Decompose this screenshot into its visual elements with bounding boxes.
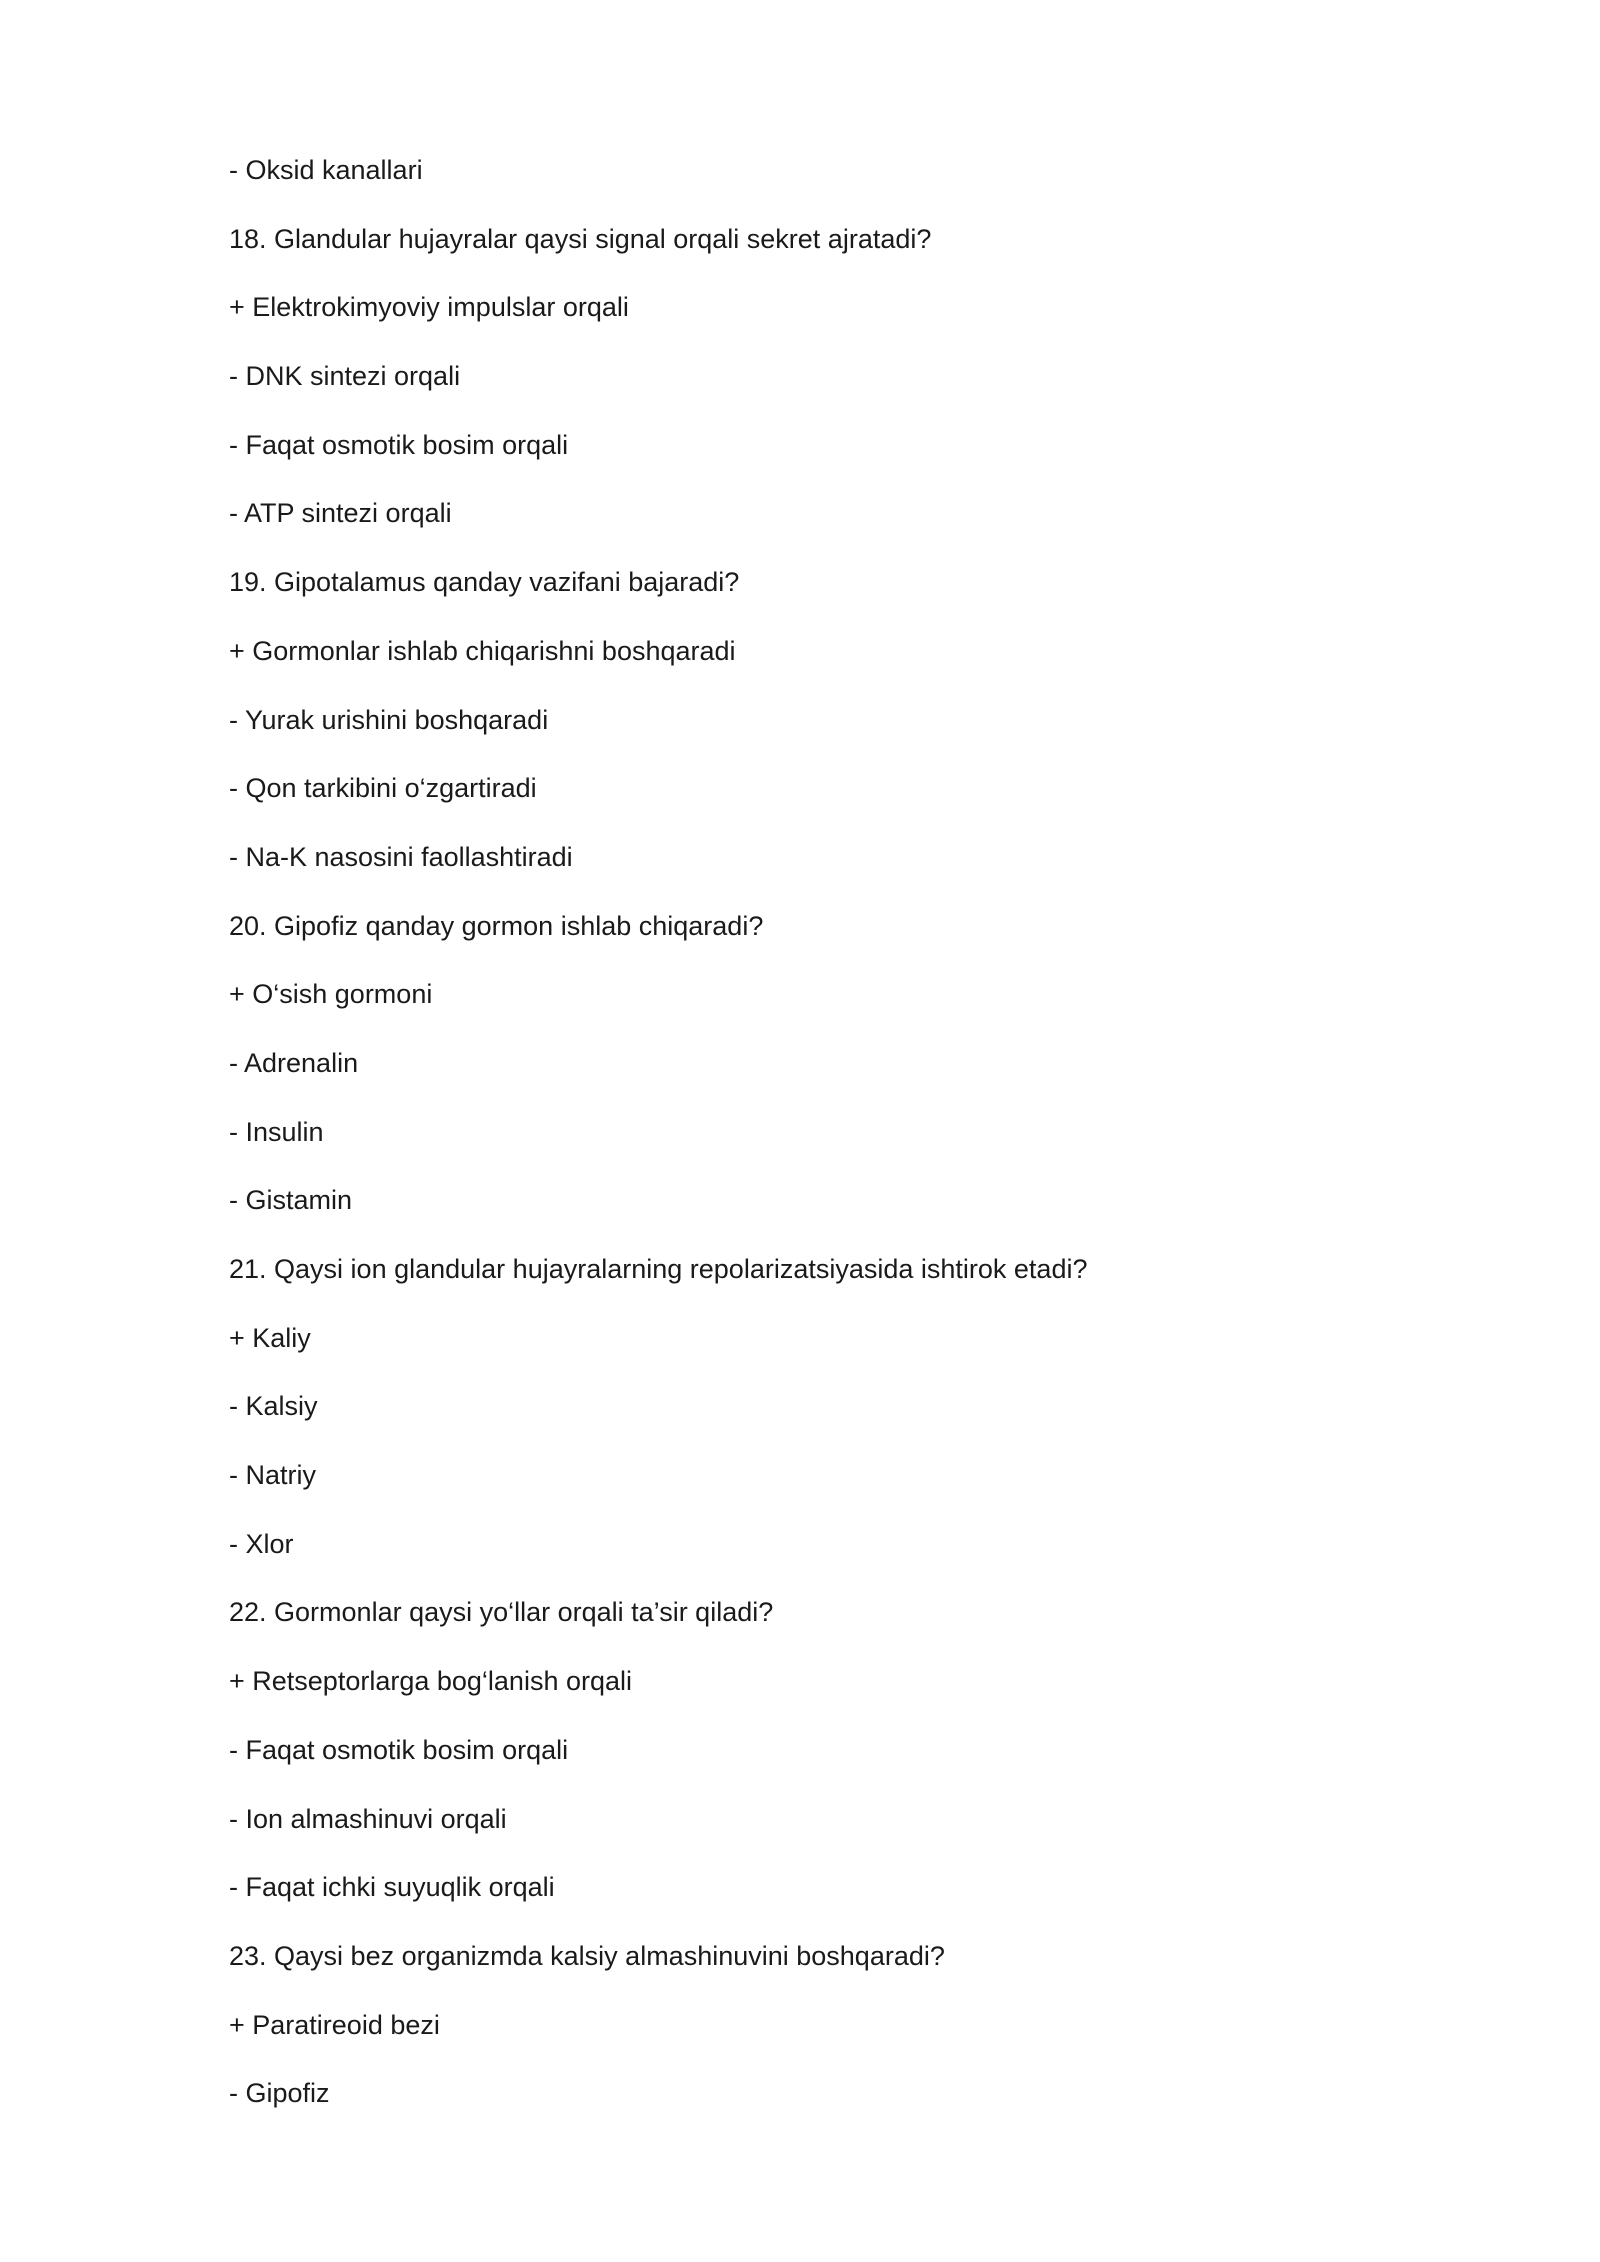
question-21: 21. Qaysi ion glandular hujayralarning repolarizatsiyasida ishtirok etadi? xyxy=(229,1254,1088,1284)
question-23: 23. Qaysi bez organizmda kalsiy almashinuvini boshqaradi? xyxy=(229,1940,945,1971)
answer-option: - Ion almashinuvi orqali xyxy=(229,1803,507,1834)
answer-option-correct: + Gormonlar ishlab chiqarishni boshqaradi xyxy=(229,635,736,666)
answer-option: - Kalsiy xyxy=(229,1391,318,1422)
answer-option: - ATP sintezi orqali xyxy=(229,498,452,529)
answer-option: - Gipofiz xyxy=(229,2078,330,2109)
answer-option-correct: + Paratireoid bezi xyxy=(229,2009,440,2040)
answer-option: - Adrenalin xyxy=(229,1047,359,1078)
question-18: 18. Glandular hujayralar qaysi signal orqali sekret ajratadi? xyxy=(229,223,932,254)
answer-option: - Faqat osmotik bosim orqali xyxy=(229,429,569,460)
answer-option-correct: + Kaliy xyxy=(229,1322,311,1353)
answer-option: - Qon tarkibini o‘zgartiradi xyxy=(229,773,537,804)
document-page xyxy=(229,145,1429,2137)
answer-option: - Xlor xyxy=(229,1528,294,1559)
question-22: 22. Gormonlar qaysi yo‘llar orqali ta’sir qiladi? xyxy=(229,1597,774,1628)
answer-option-correct: + O‘sish gormoni xyxy=(229,979,433,1010)
answer-option: - Na-K nasosini faollashtiradi xyxy=(229,841,573,872)
answer-option-correct: + Elektrokimyoviy impulslar orqali xyxy=(229,292,629,323)
answer-option: - DNK sintezi orqali xyxy=(229,361,461,392)
answer-option: - Yurak urishini boshqaradi xyxy=(229,704,549,735)
answer-option: - Faqat ichki suyuqlik orqali xyxy=(229,1872,555,1903)
answer-option: - Insulin xyxy=(229,1116,324,1147)
question-19: 19. Gipotalamus qanday vazifani bajaradi? xyxy=(229,567,740,598)
answer-option: - Natriy xyxy=(229,1460,316,1491)
answer-option-correct: + Retseptorlarga bog‘lanish orqali xyxy=(229,1666,632,1697)
answer-option: - Oksid kanallari xyxy=(229,155,423,185)
answer-option: - Faqat osmotik bosim orqali xyxy=(229,1734,569,1765)
answer-option: - Gistamin xyxy=(229,1185,353,1216)
question-20: 20. Gipofiz qanday gormon ishlab chiqaradi? xyxy=(229,910,764,941)
